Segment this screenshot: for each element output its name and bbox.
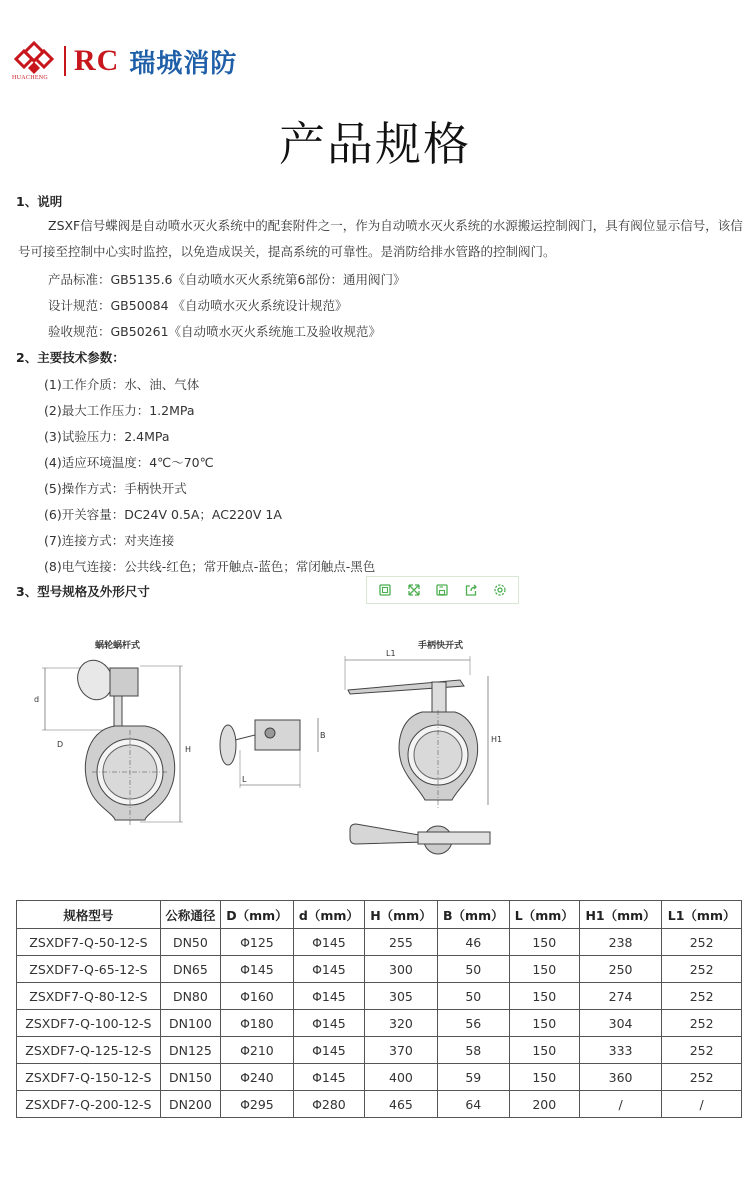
param-test-pressure: (3)试验压力：2.4MPa bbox=[44, 429, 170, 444]
table-row bbox=[17, 1037, 742, 1064]
table-cell: 252 bbox=[662, 956, 742, 983]
dim-B: B bbox=[320, 731, 326, 740]
param-max-pressure: (2)最大工作压力：1.2MPa bbox=[44, 403, 195, 418]
table-cell: 150 bbox=[509, 929, 579, 956]
table-cell: 465 bbox=[365, 1091, 438, 1118]
table-cell: 252 bbox=[662, 1064, 742, 1091]
table-cell: DN100 bbox=[160, 1010, 220, 1037]
table-cell: Φ145 bbox=[293, 1037, 364, 1064]
share-icon[interactable] bbox=[460, 579, 482, 601]
table-cell: / bbox=[662, 1091, 742, 1118]
col-B: B（mm） bbox=[437, 901, 509, 929]
table-cell: Φ145 bbox=[221, 956, 294, 983]
table-cell: 59 bbox=[437, 1064, 509, 1091]
table-cell: / bbox=[579, 1091, 661, 1118]
brand-name-en: RC bbox=[74, 44, 120, 77]
table-cell: 252 bbox=[662, 1037, 742, 1064]
standard-product: 产品标准：GB5135.6《自动喷水灭火系统第6部份：通用阀门》 bbox=[48, 272, 406, 287]
brand-sub-text: HUACHENG bbox=[12, 75, 49, 81]
section1-heading: 1、说明 bbox=[16, 194, 63, 209]
valve-technical-drawing bbox=[20, 630, 520, 870]
table-cell: 300 bbox=[365, 956, 438, 983]
table-cell: DN65 bbox=[160, 956, 220, 983]
table-cell: Φ160 bbox=[221, 983, 294, 1010]
table-cell: 274 bbox=[579, 983, 661, 1010]
table-cell: 252 bbox=[662, 1010, 742, 1037]
table-cell: 252 bbox=[662, 983, 742, 1010]
table-cell: 150 bbox=[509, 956, 579, 983]
table-cell: ZSXDF7-Q-200-12-S bbox=[17, 1091, 161, 1118]
param-operation: (5)操作方式：手柄快开式 bbox=[44, 481, 187, 496]
table-cell: 333 bbox=[579, 1037, 661, 1064]
param-electrical: (8)电气连接：公共线-红色；常开触点-蓝色；常闭触点-黑色 bbox=[44, 559, 376, 574]
dim-H1: H1 bbox=[491, 735, 503, 744]
table-header-row bbox=[17, 901, 742, 929]
table-cell: 238 bbox=[579, 929, 661, 956]
image-toolbar bbox=[366, 576, 519, 604]
table-cell: 200 bbox=[509, 1091, 579, 1118]
section3-heading: 3、型号规格及外形尺寸 bbox=[16, 584, 150, 599]
table-cell: ZSXDF7-Q-50-12-S bbox=[17, 929, 161, 956]
table-cell: 255 bbox=[365, 929, 438, 956]
dim-L1: L1 bbox=[386, 649, 396, 658]
table-cell: 304 bbox=[579, 1010, 661, 1037]
table-cell: 50 bbox=[437, 956, 509, 983]
dim-D: D bbox=[57, 740, 64, 749]
handle-valve-drawing bbox=[345, 656, 490, 854]
standard-design: 设计规范：GB50084 《自动喷水灭火系统设计规范》 bbox=[48, 298, 348, 313]
brand-header bbox=[14, 38, 237, 84]
param-temperature: (4)适应环境温度：4℃～70℃ bbox=[44, 455, 214, 470]
table-cell: ZSXDF7-Q-150-12-S bbox=[17, 1064, 161, 1091]
table-cell: 150 bbox=[509, 1064, 579, 1091]
col-H1: H1（mm） bbox=[579, 901, 661, 929]
col-L: L（mm） bbox=[509, 901, 579, 929]
table-cell: 58 bbox=[437, 1037, 509, 1064]
table-cell: DN125 bbox=[160, 1037, 220, 1064]
col-model: 规格型号 bbox=[17, 901, 161, 929]
spec-table bbox=[16, 900, 742, 1118]
label-worm-gear: 蜗轮蜗杆式 bbox=[95, 641, 141, 651]
table-cell: 50 bbox=[437, 983, 509, 1010]
table-cell: 250 bbox=[579, 956, 661, 983]
dim-L: L bbox=[242, 775, 247, 784]
table-row bbox=[17, 1010, 742, 1037]
logo-divider bbox=[64, 46, 66, 76]
table-cell: Φ280 bbox=[293, 1091, 364, 1118]
col-nominal-diameter: 公称通径 bbox=[160, 901, 220, 929]
table-cell: DN80 bbox=[160, 983, 220, 1010]
table-cell: ZSXDF7-Q-65-12-S bbox=[17, 956, 161, 983]
dim-d: d bbox=[34, 695, 40, 704]
page-title: 产品规格 bbox=[279, 117, 471, 171]
table-cell: DN200 bbox=[160, 1091, 220, 1118]
label-handle: 手柄快开式 bbox=[418, 641, 464, 651]
table-row bbox=[17, 956, 742, 983]
settings-icon[interactable] bbox=[489, 579, 511, 601]
dim-H: H bbox=[185, 745, 192, 754]
table-cell: Φ145 bbox=[293, 1064, 364, 1091]
col-d: d（mm） bbox=[293, 901, 364, 929]
brand-name-cn: 瑞城消防 bbox=[129, 48, 238, 79]
table-row bbox=[17, 1064, 742, 1091]
col-H: H（mm） bbox=[365, 901, 438, 929]
table-cell: 150 bbox=[509, 983, 579, 1010]
table-cell: DN50 bbox=[160, 929, 220, 956]
standard-acceptance: 验收规范：GB50261《自动喷水灭火系统施工及验收规范》 bbox=[48, 324, 382, 339]
worm-gear-top-view bbox=[220, 718, 318, 788]
table-cell: Φ145 bbox=[293, 1010, 364, 1037]
table-cell: 360 bbox=[579, 1064, 661, 1091]
table-cell: 252 bbox=[662, 929, 742, 956]
param-switch-capacity: (6)开关容量：DC24V 0.5A；AC220V 1A bbox=[44, 507, 282, 522]
expand-icon[interactable] bbox=[403, 579, 425, 601]
col-D: D（mm） bbox=[221, 901, 294, 929]
table-cell: DN150 bbox=[160, 1064, 220, 1091]
table-cell: Φ180 bbox=[221, 1010, 294, 1037]
param-medium: (1)工作介质：水、油、气体 bbox=[44, 377, 200, 392]
table-cell: 400 bbox=[365, 1064, 438, 1091]
table-cell: ZSXDF7-Q-80-12-S bbox=[17, 983, 161, 1010]
table-cell: ZSXDF7-Q-100-12-S bbox=[17, 1010, 161, 1037]
table-cell: 150 bbox=[509, 1010, 579, 1037]
table-cell: Φ125 bbox=[221, 929, 294, 956]
copy-icon[interactable] bbox=[374, 579, 396, 601]
section2-heading: 2、主要技术参数： bbox=[16, 350, 125, 365]
brand-logo-icon bbox=[14, 40, 54, 82]
table-cell: ZSXDF7-Q-125-12-S bbox=[17, 1037, 161, 1064]
table-cell: 320 bbox=[365, 1010, 438, 1037]
table-cell: Φ210 bbox=[221, 1037, 294, 1064]
table-cell: Φ145 bbox=[293, 929, 364, 956]
table-row bbox=[17, 929, 742, 956]
table-cell: 46 bbox=[437, 929, 509, 956]
table-cell: Φ145 bbox=[293, 956, 364, 983]
table-row bbox=[17, 1091, 742, 1118]
section1-description: ZSXF信号蝶阀是自动喷水灭火系统中的配套附件之一，作为自动喷水灭火系统的水源搬运控制阀门，具有阀位显示信号，该信号可接至控制中心实时监控，以免造成误关，提高系统的可靠性。是消防给排水管路的控制阀门。 bbox=[18, 218, 743, 259]
table-cell: 56 bbox=[437, 1010, 509, 1037]
col-L1: L1（mm） bbox=[662, 901, 742, 929]
table-cell: Φ295 bbox=[221, 1091, 294, 1118]
table-row bbox=[17, 983, 742, 1010]
save-icon[interactable] bbox=[431, 579, 453, 601]
table-cell: 64 bbox=[437, 1091, 509, 1118]
param-connection: (7)连接方式：对夹连接 bbox=[44, 533, 175, 548]
table-cell: 305 bbox=[365, 983, 438, 1010]
table-cell: Φ145 bbox=[293, 983, 364, 1010]
table-cell: Φ240 bbox=[221, 1064, 294, 1091]
table-cell: 370 bbox=[365, 1037, 438, 1064]
table-cell: 150 bbox=[509, 1037, 579, 1064]
